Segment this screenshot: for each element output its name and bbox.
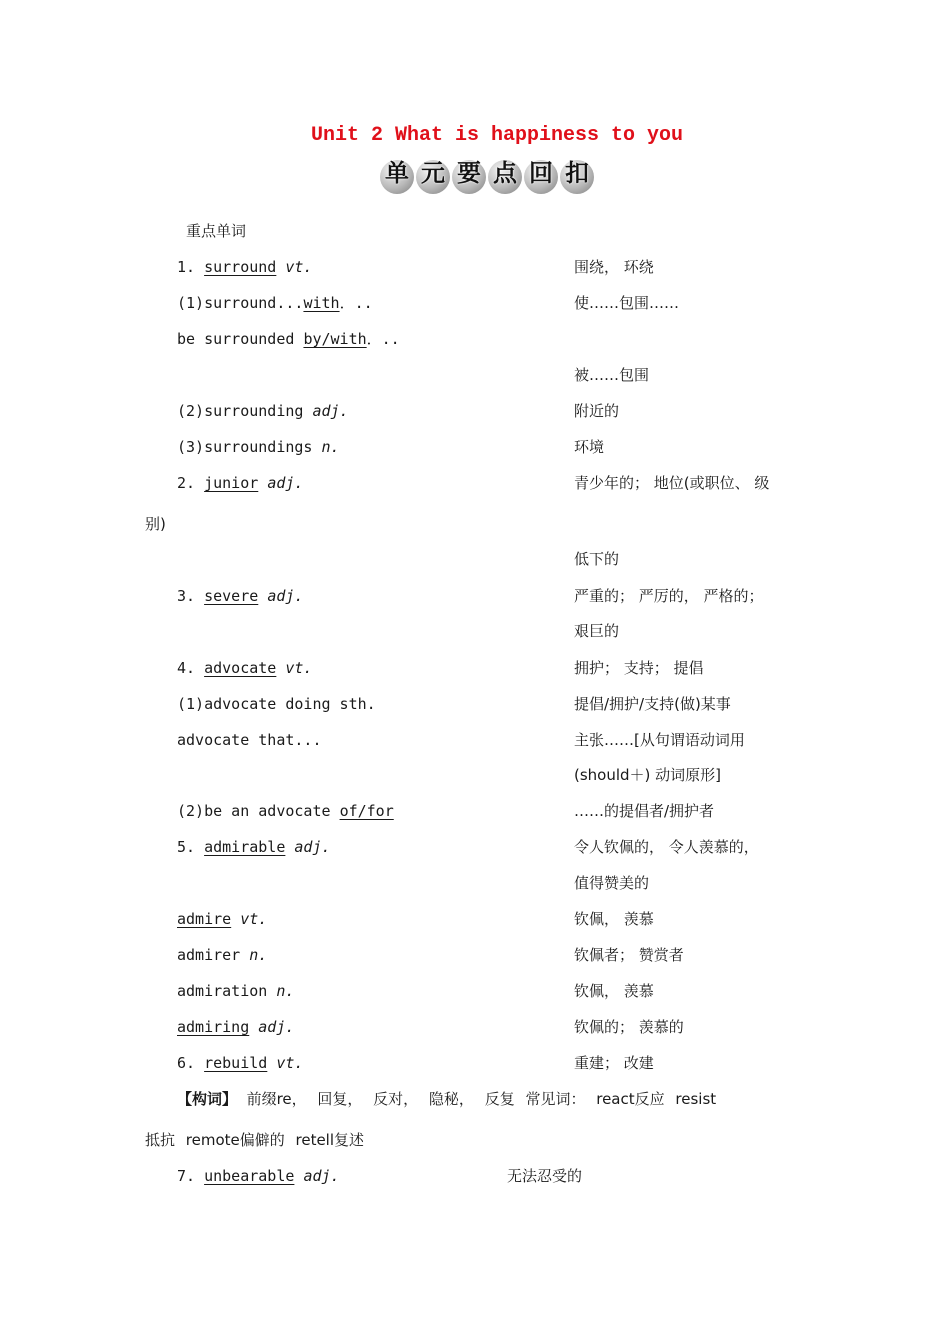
vocab-entry: 6. rebuild vt. bbox=[177, 1054, 304, 1072]
vocab-phrase: be surrounded by/with．.. bbox=[177, 330, 400, 348]
section-heading: 重点单词 bbox=[186, 222, 247, 240]
banner-char: 单 bbox=[380, 160, 414, 194]
vocab-meaning: 低下的 bbox=[574, 550, 620, 568]
banner-char: 要 bbox=[452, 160, 486, 194]
banner-char: 扣 bbox=[560, 160, 594, 194]
unit-title: Unit 2 What is happiness to you bbox=[310, 124, 684, 147]
vocab-meaning: 环境 bbox=[574, 438, 605, 456]
vocab-phrase: admirer n. bbox=[177, 946, 268, 964]
word-formation-note: 【构词】 前缀re， 回复， 反对， 隐秘， 反复 常见词： react反应 resist bbox=[177, 1090, 717, 1108]
vocab-meaning: 围绕， 环绕 bbox=[574, 258, 654, 276]
banner-char: 点 bbox=[488, 160, 522, 194]
vocab-entry: 5. admirable adj. bbox=[177, 838, 331, 856]
vocab-phrase: (2)be an advocate of/for bbox=[177, 802, 394, 820]
vocab-meaning: 别) bbox=[145, 515, 166, 533]
vocab-meaning: ……的提倡者/拥护者 bbox=[574, 802, 715, 820]
vocab-phrase: admire vt. bbox=[177, 910, 268, 928]
vocab-phrase: advocate that... bbox=[177, 731, 322, 749]
vocab-meaning: 重建； 改建 bbox=[574, 1054, 654, 1072]
vocab-entry: 2. junior adj. bbox=[177, 474, 304, 492]
vocab-phrase: (1)surround...with．.. bbox=[177, 294, 373, 312]
vocab-meaning: 钦佩， 羡慕 bbox=[574, 910, 654, 928]
vocab-meaning: 主张……[从句谓语动词用 bbox=[574, 731, 745, 749]
vocab-phrase: (3)surroundings n. bbox=[177, 438, 340, 456]
vocab-meaning: 钦佩， 羡慕 bbox=[574, 982, 654, 1000]
vocab-entry: 7. unbearable adj. bbox=[177, 1167, 340, 1185]
vocab-meaning: 提倡/拥护/支持(做)某事 bbox=[574, 695, 731, 713]
vocab-meaning: 钦佩的； 羡慕的 bbox=[574, 1018, 684, 1036]
vocab-meaning: 艰巨的 bbox=[574, 622, 620, 640]
vocab-meaning: 钦佩者； 赞赏者 bbox=[574, 946, 684, 964]
vocab-phrase: admiration n. bbox=[177, 982, 295, 1000]
vocab-meaning: 使……包围…… bbox=[574, 294, 680, 312]
vocab-meaning: 附近的 bbox=[574, 402, 620, 420]
vocab-meaning: 令人钦佩的， 令人羡慕的， bbox=[574, 838, 759, 856]
vocab-meaning: 值得赞美的 bbox=[574, 874, 650, 892]
vocab-phrase: (2)surrounding adj. bbox=[177, 402, 349, 420]
vocab-meaning: 青少年的； 地位(或职位、 级 bbox=[574, 474, 770, 492]
word-formation-note: 抵抗 remote偏僻的 retell复述 bbox=[145, 1131, 365, 1149]
vocab-meaning: 拥护； 支持； 提倡 bbox=[574, 659, 704, 677]
vocab-phrase: (1)advocate doing sth. bbox=[177, 695, 376, 713]
vocab-entry: 3. severe adj. bbox=[177, 587, 304, 605]
vocab-meaning: 无法忍受的 bbox=[507, 1167, 583, 1185]
vocab-meaning: 被……包围 bbox=[574, 366, 650, 384]
section-banner bbox=[380, 160, 594, 194]
vocab-entry: 1. surround vt. bbox=[177, 258, 313, 276]
banner-char: 回 bbox=[524, 160, 558, 194]
vocab-phrase: admiring adj. bbox=[177, 1018, 295, 1036]
vocab-meaning: (should＋) 动词原形] bbox=[574, 766, 722, 784]
vocab-entry: 4. advocate vt. bbox=[177, 659, 313, 677]
banner-char: 元 bbox=[416, 160, 450, 194]
vocab-meaning: 严重的； 严厉的， 严格的； bbox=[574, 587, 764, 605]
